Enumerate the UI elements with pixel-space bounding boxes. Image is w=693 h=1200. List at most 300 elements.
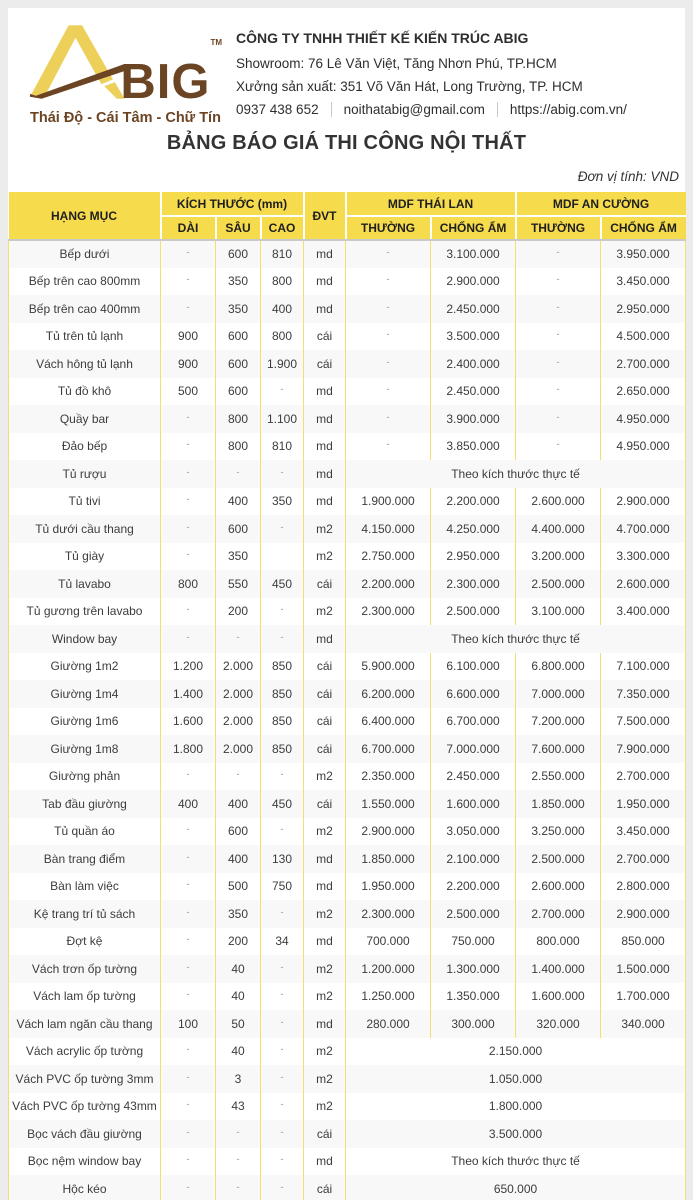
cell-dai: [161, 1120, 216, 1148]
table-row: [9, 680, 686, 708]
cell-cao: 1.100: [261, 405, 304, 433]
empty-dash: -: [556, 301, 560, 312]
cell-sau: 43: [216, 1093, 261, 1121]
cell-cao: 130: [261, 845, 304, 873]
cell-sau: 600: [216, 378, 261, 406]
cell-price-span: 2.150.000: [346, 1038, 686, 1066]
cell-price-thuong-ancuong: 2.600.000: [516, 488, 601, 516]
empty-dash: -: [186, 906, 190, 917]
cell-price-thuong-ancuong: 1.600.000: [516, 983, 601, 1011]
cell-price-thuong-ancuong: [516, 268, 601, 296]
empty-dash: -: [236, 631, 240, 642]
table-row: [9, 1093, 686, 1121]
col-header-item: HẠNG MỤC: [9, 192, 161, 240]
empty-dash: -: [236, 466, 240, 477]
website-url: https://abig.com.vn/: [509, 102, 627, 117]
cell-cao: [261, 1175, 304, 1200]
divider: [497, 102, 498, 117]
empty-dash: -: [186, 879, 190, 890]
cell-price-chongam-thailan: 2.500.000: [431, 900, 516, 928]
cell-price-chongam-thailan: 2.400.000: [431, 350, 516, 378]
cell-price-chongam-ancuong: 4.500.000: [601, 323, 686, 351]
empty-dash: -: [386, 274, 390, 285]
cell-price-span: Theo kích thước thực tế: [346, 460, 686, 488]
cell-price-thuong-thailan: 5.900.000: [346, 653, 431, 681]
cell-sau: 40: [216, 955, 261, 983]
cell-price-chongam-thailan: 2.450.000: [431, 295, 516, 323]
cell-dai: [161, 1148, 216, 1176]
empty-dash: -: [556, 384, 560, 395]
cell-dvt: md: [304, 488, 346, 516]
table-row: [9, 405, 686, 433]
cell-dvt: md: [304, 295, 346, 323]
table-row: [9, 653, 686, 681]
cell-dvt: md: [304, 433, 346, 461]
cell-price-thuong-ancuong: 320.000: [516, 1010, 601, 1038]
cell-item-name: Đảo bếp: [9, 433, 161, 461]
empty-dash: -: [386, 356, 390, 367]
cell-dvt: m2: [304, 515, 346, 543]
cell-price-chongam-ancuong: 1.950.000: [601, 790, 686, 818]
cell-item-name: Tủ giày: [9, 543, 161, 571]
cell-dai: 1.600: [161, 708, 216, 736]
document-title: BẢNG BÁO GIÁ THI CÔNG NỘI THẤT: [166, 132, 527, 154]
phone-number: 0937 438 652: [236, 102, 319, 117]
cell-dvt: md: [304, 625, 346, 653]
table-row: [9, 625, 686, 653]
cell-cao: [261, 378, 304, 406]
empty-dash: -: [186, 604, 190, 615]
cell-price-chongam-thailan: 2.950.000: [431, 543, 516, 571]
cell-price-chongam-ancuong: 2.600.000: [601, 570, 686, 598]
cell-cao: [261, 763, 304, 791]
col-header-dvt: ĐVT: [304, 192, 346, 240]
cell-dvt: cái: [304, 653, 346, 681]
cell-price-chongam-ancuong: 7.900.000: [601, 735, 686, 763]
table-row: [9, 460, 686, 488]
cell-sau: 200: [216, 598, 261, 626]
empty-dash: -: [386, 247, 390, 258]
empty-dash: -: [186, 439, 190, 450]
cell-price-span: 1.050.000: [346, 1065, 686, 1093]
cell-dvt: cái: [304, 680, 346, 708]
table-row: [9, 790, 686, 818]
price-sheet-page: [8, 8, 685, 1200]
cell-price-chongam-thailan: 7.000.000: [431, 735, 516, 763]
cell-dvt: m2: [304, 955, 346, 983]
empty-dash: -: [280, 384, 284, 395]
brand-tagline: Thái Độ - Cái Tâm - Chữ Tín: [30, 110, 221, 126]
cell-dai: 900: [161, 323, 216, 351]
cell-cao: 850: [261, 708, 304, 736]
table-row: [9, 818, 686, 846]
empty-dash: -: [186, 466, 190, 477]
cell-item-name: Hộc kéo: [9, 1175, 161, 1200]
empty-dash: -: [280, 906, 284, 917]
cell-price-chongam-ancuong: 340.000: [601, 1010, 686, 1038]
cell-dvt: cái: [304, 790, 346, 818]
empty-dash: -: [186, 631, 190, 642]
cell-dvt: m2: [304, 983, 346, 1011]
cell-dai: 1.200: [161, 653, 216, 681]
cell-price-chongam-ancuong: 7.100.000: [601, 653, 686, 681]
cell-price-thuong-thailan: 4.150.000: [346, 515, 431, 543]
cell-price-chongam-thailan: 2.100.000: [431, 845, 516, 873]
col-header-thuong-tl: THƯỜNG: [346, 216, 431, 240]
cell-sau: 50: [216, 1010, 261, 1038]
cell-price-span: 1.800.000: [346, 1093, 686, 1121]
cell-dai: [161, 240, 216, 268]
cell-price-chongam-thailan: 2.450.000: [431, 763, 516, 791]
price-table: [8, 192, 686, 1200]
table-row: [9, 873, 686, 901]
col-header-mdf-ancuong: MDF AN CƯỜNG: [516, 192, 686, 216]
cell-price-thuong-ancuong: 2.500.000: [516, 845, 601, 873]
cell-sau: [216, 1148, 261, 1176]
cell-price-thuong-thailan: 2.300.000: [346, 598, 431, 626]
cell-sau: 350: [216, 268, 261, 296]
col-header-thuong-ac: THƯỜNG: [516, 216, 601, 240]
cell-price-thuong-ancuong: 800.000: [516, 928, 601, 956]
cell-cao: [261, 598, 304, 626]
cell-cao: 850: [261, 735, 304, 763]
cell-price-span: Theo kích thước thực tế: [346, 1148, 686, 1176]
cell-sau: 600: [216, 240, 261, 268]
cell-price-thuong-thailan: [346, 268, 431, 296]
cell-price-chongam-ancuong: 4.950.000: [601, 433, 686, 461]
table-row: [9, 708, 686, 736]
cell-sau: 400: [216, 845, 261, 873]
cell-dvt: md: [304, 460, 346, 488]
table-row: [9, 845, 686, 873]
empty-dash: -: [386, 439, 390, 450]
cell-cao: 350: [261, 488, 304, 516]
cell-price-thuong-ancuong: 6.800.000: [516, 653, 601, 681]
table-row: [9, 515, 686, 543]
cell-dai: [161, 845, 216, 873]
cell-dvt: cái: [304, 570, 346, 598]
cell-price-thuong-ancuong: [516, 323, 601, 351]
cell-dai: 100: [161, 1010, 216, 1038]
cell-item-name: Bếp dưới: [9, 240, 161, 268]
cell-cao: 750: [261, 873, 304, 901]
cell-dvt: md: [304, 1010, 346, 1038]
cell-cao: [261, 955, 304, 983]
col-header-sau: SÂU: [216, 216, 261, 240]
table-row: [9, 1175, 686, 1200]
cell-dai: [161, 873, 216, 901]
empty-dash: -: [186, 989, 190, 1000]
cell-price-chongam-ancuong: 1.700.000: [601, 983, 686, 1011]
cell-dai: [161, 268, 216, 296]
empty-dash: -: [386, 384, 390, 395]
email-address: noithatabig@gmail.com: [343, 102, 485, 117]
cell-cao: [261, 1038, 304, 1066]
cell-price-thuong-ancuong: 2.550.000: [516, 763, 601, 791]
unit-note: Đơn vị tính: VND: [577, 169, 679, 184]
cell-item-name: Bàn trang điểm: [9, 845, 161, 873]
cell-price-thuong-thailan: 1.250.000: [346, 983, 431, 1011]
cell-price-chongam-ancuong: 2.650.000: [601, 378, 686, 406]
cell-dvt: cái: [304, 708, 346, 736]
cell-dai: [161, 900, 216, 928]
cell-price-thuong-thailan: 1.900.000: [346, 488, 431, 516]
cell-price-thuong-ancuong: [516, 433, 601, 461]
cell-price-chongam-thailan: 6.100.000: [431, 653, 516, 681]
cell-item-name: Window bay: [9, 625, 161, 653]
cell-price-chongam-ancuong: 850.000: [601, 928, 686, 956]
cell-sau: 2.000: [216, 708, 261, 736]
col-header-dai: DÀI: [161, 216, 216, 240]
cell-price-chongam-thailan: 4.250.000: [431, 515, 516, 543]
cell-sau: 350: [216, 543, 261, 571]
table-row: [9, 350, 686, 378]
table-row: [9, 488, 686, 516]
cell-dai: 1.800: [161, 735, 216, 763]
cell-dvt: m2: [304, 1093, 346, 1121]
cell-price-chongam-ancuong: 3.300.000: [601, 543, 686, 571]
cell-dai: [161, 983, 216, 1011]
cell-price-chongam-ancuong: 2.900.000: [601, 488, 686, 516]
cell-price-thuong-ancuong: [516, 295, 601, 323]
table-row: [9, 433, 686, 461]
cell-price-thuong-ancuong: 1.850.000: [516, 790, 601, 818]
cell-price-thuong-ancuong: [516, 240, 601, 268]
cell-price-chongam-ancuong: 3.950.000: [601, 240, 686, 268]
empty-dash: -: [186, 411, 190, 422]
cell-price-thuong-ancuong: [516, 350, 601, 378]
cell-sau: [216, 1120, 261, 1148]
table-row: [9, 928, 686, 956]
empty-dash: -: [186, 1071, 190, 1082]
table-row: [9, 240, 686, 268]
empty-dash: -: [386, 301, 390, 312]
empty-dash: -: [236, 1154, 240, 1165]
cell-dvt: cái: [304, 323, 346, 351]
cell-sau: 600: [216, 350, 261, 378]
divider: [331, 102, 332, 117]
table-row: [9, 1010, 686, 1038]
cell-price-chongam-thailan: 2.200.000: [431, 488, 516, 516]
cell-price-thuong-ancuong: [516, 405, 601, 433]
cell-sau: 350: [216, 900, 261, 928]
cell-price-thuong-thailan: [346, 295, 431, 323]
cell-price-thuong-ancuong: 3.200.000: [516, 543, 601, 571]
cell-price-chongam-ancuong: 2.700.000: [601, 763, 686, 791]
letterhead: [8, 8, 685, 126]
cell-dai: [161, 818, 216, 846]
cell-dvt: m2: [304, 598, 346, 626]
cell-item-name: Bếp trên cao 400mm: [9, 295, 161, 323]
empty-dash: -: [556, 411, 560, 422]
cell-price-chongam-ancuong: 3.450.000: [601, 818, 686, 846]
abig-a-triangle-icon: [30, 24, 130, 102]
empty-dash: -: [556, 329, 560, 340]
cell-sau: 600: [216, 515, 261, 543]
cell-price-thuong-thailan: 2.200.000: [346, 570, 431, 598]
cell-price-chongam-thailan: 3.050.000: [431, 818, 516, 846]
cell-sau: [216, 625, 261, 653]
cell-sau: 40: [216, 1038, 261, 1066]
cell-dai: [161, 295, 216, 323]
cell-dvt: m2: [304, 1065, 346, 1093]
abig-logo-mark: [30, 24, 222, 109]
cell-sau: 350: [216, 295, 261, 323]
cell-price-thuong-thailan: [346, 240, 431, 268]
empty-dash: -: [280, 824, 284, 835]
cell-price-chongam-ancuong: 7.500.000: [601, 708, 686, 736]
cell-dvt: m2: [304, 818, 346, 846]
cell-item-name: Giường phản: [9, 763, 161, 791]
cell-price-thuong-thailan: 1.200.000: [346, 955, 431, 983]
empty-dash: -: [280, 631, 284, 642]
showroom-address: Showroom: 76 Lê Văn Việt, Tăng Nhơn Phú, TP.HCM: [236, 56, 557, 71]
cell-dai: [161, 598, 216, 626]
cell-price-thuong-thailan: 280.000: [346, 1010, 431, 1038]
empty-dash: -: [280, 1126, 284, 1137]
cell-dai: [161, 488, 216, 516]
cell-cao: 450: [261, 790, 304, 818]
cell-dvt: md: [304, 240, 346, 268]
cell-price-thuong-thailan: 6.700.000: [346, 735, 431, 763]
cell-cao: 34: [261, 928, 304, 956]
cell-sau: 2.000: [216, 653, 261, 681]
cell-price-chongam-ancuong: 4.950.000: [601, 405, 686, 433]
cell-price-chongam-ancuong: 3.450.000: [601, 268, 686, 296]
cell-sau: [216, 460, 261, 488]
cell-price-thuong-thailan: 2.300.000: [346, 900, 431, 928]
cell-price-thuong-thailan: 2.350.000: [346, 763, 431, 791]
cell-sau: 600: [216, 323, 261, 351]
empty-dash: -: [186, 521, 190, 532]
cell-dai: 900: [161, 350, 216, 378]
cell-item-name: Vách lam ốp tường: [9, 983, 161, 1011]
cell-sau: 400: [216, 790, 261, 818]
cell-dai: [161, 928, 216, 956]
cell-cao: 450: [261, 570, 304, 598]
empty-dash: -: [280, 1099, 284, 1110]
cell-price-thuong-ancuong: 7.200.000: [516, 708, 601, 736]
cell-cao: [261, 1120, 304, 1148]
table-row: [9, 323, 686, 351]
table-row: [9, 570, 686, 598]
table-row: [9, 268, 686, 296]
empty-dash: -: [186, 824, 190, 835]
cell-sau: 800: [216, 433, 261, 461]
cell-dvt: m2: [304, 763, 346, 791]
cell-price-chongam-ancuong: 2.900.000: [601, 900, 686, 928]
cell-item-name: Tủ trên tủ lạnh: [9, 323, 161, 351]
cell-cao: 800: [261, 268, 304, 296]
cell-price-span: 650.000: [346, 1175, 686, 1200]
col-header-cao: CAO: [261, 216, 304, 240]
cell-cao: 810: [261, 240, 304, 268]
cell-cao: [261, 1093, 304, 1121]
cell-dai: [161, 515, 216, 543]
cell-dvt: md: [304, 405, 346, 433]
cell-price-chongam-thailan: 6.700.000: [431, 708, 516, 736]
cell-price-thuong-ancuong: 1.400.000: [516, 955, 601, 983]
empty-dash: -: [280, 989, 284, 1000]
table-row: [9, 900, 686, 928]
cell-item-name: Bếp trên cao 800mm: [9, 268, 161, 296]
price-table-body: [9, 240, 686, 1200]
cell-sau: 550: [216, 570, 261, 598]
col-header-chongam-tl: CHỐNG ẨM: [431, 216, 516, 240]
cell-dvt: cái: [304, 1175, 346, 1200]
cell-price-chongam-thailan: 2.300.000: [431, 570, 516, 598]
empty-dash: -: [280, 1181, 284, 1192]
empty-dash: -: [386, 329, 390, 340]
contact-line: [236, 102, 627, 117]
factory-address: Xưởng sản xuất: 351 Võ Văn Hát, Long Trường, TP. HCM: [236, 79, 583, 94]
cell-price-thuong-ancuong: 2.700.000: [516, 900, 601, 928]
cell-price-thuong-thailan: 2.900.000: [346, 818, 431, 846]
empty-dash: -: [186, 1181, 190, 1192]
cell-dai: [161, 433, 216, 461]
empty-dash: -: [280, 1071, 284, 1082]
table-row: [9, 983, 686, 1011]
cell-price-chongam-ancuong: 7.350.000: [601, 680, 686, 708]
empty-dash: -: [186, 301, 190, 312]
cell-price-thuong-ancuong: [516, 378, 601, 406]
cell-cao: [261, 900, 304, 928]
cell-item-name: Kệ trang trí tủ sách: [9, 900, 161, 928]
empty-dash: -: [186, 1126, 190, 1137]
cell-cao: 400: [261, 295, 304, 323]
cell-price-chongam-thailan: 2.900.000: [431, 268, 516, 296]
cell-price-chongam-ancuong: 1.500.000: [601, 955, 686, 983]
cell-price-chongam-ancuong: 2.950.000: [601, 295, 686, 323]
table-row: [9, 1120, 686, 1148]
cell-price-chongam-ancuong: 2.700.000: [601, 350, 686, 378]
cell-cao: 810: [261, 433, 304, 461]
cell-item-name: Giường 1m8: [9, 735, 161, 763]
company-info: [236, 24, 627, 117]
table-row: [9, 598, 686, 626]
empty-dash: -: [186, 1154, 190, 1165]
empty-dash: -: [280, 604, 284, 615]
cell-sau: 3: [216, 1065, 261, 1093]
cell-cao: 850: [261, 680, 304, 708]
cell-price-thuong-ancuong: 3.100.000: [516, 598, 601, 626]
cell-item-name: Bọc nệm window bay: [9, 1148, 161, 1176]
table-row: [9, 735, 686, 763]
cell-dai: 800: [161, 570, 216, 598]
cell-dai: [161, 955, 216, 983]
cell-price-chongam-thailan: 1.300.000: [431, 955, 516, 983]
cell-item-name: Đợt kệ: [9, 928, 161, 956]
empty-dash: -: [280, 769, 284, 780]
empty-dash: -: [236, 1126, 240, 1137]
cell-price-chongam-thailan: 3.850.000: [431, 433, 516, 461]
cell-price-chongam-thailan: 750.000: [431, 928, 516, 956]
empty-dash: -: [280, 1044, 284, 1055]
cell-dai: [161, 625, 216, 653]
cell-dai: 500: [161, 378, 216, 406]
cell-price-chongam-thailan: 3.100.000: [431, 240, 516, 268]
cell-item-name: Tủ dưới cầu thang: [9, 515, 161, 543]
cell-item-name: Vách trơn ốp tường: [9, 955, 161, 983]
empty-dash: -: [186, 549, 190, 560]
cell-dvt: md: [304, 845, 346, 873]
col-header-size-group: KÍCH THƯỚC (mm): [161, 192, 304, 216]
cell-item-name: Giường 1m6: [9, 708, 161, 736]
cell-sau: 400: [216, 488, 261, 516]
col-header-chongam-ac: CHỐNG ẨM: [601, 216, 686, 240]
empty-dash: -: [186, 851, 190, 862]
cell-price-chongam-thailan: 2.200.000: [431, 873, 516, 901]
